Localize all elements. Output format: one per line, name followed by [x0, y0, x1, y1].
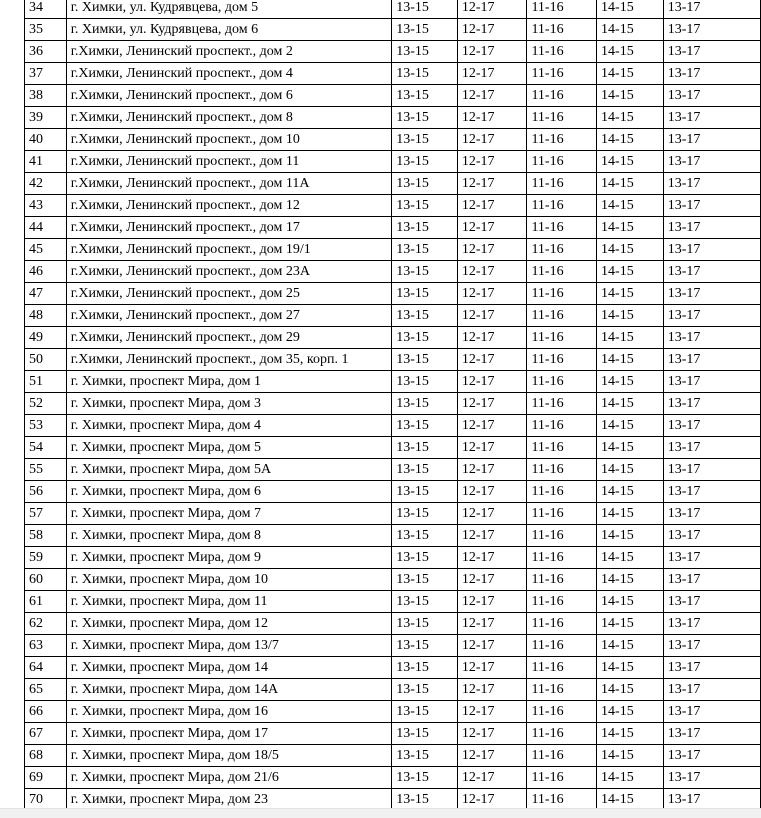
time-range-cell: 13-15: [392, 679, 458, 701]
time-range-cell: 13-17: [663, 591, 760, 613]
row-number-cell: 66: [25, 701, 67, 723]
table-row: [25, 569, 761, 591]
table-row: [25, 0, 761, 19]
time-range-cell: 13-17: [663, 547, 760, 569]
time-range-cell: 13-17: [663, 239, 760, 261]
address-cell: г.Химки, Ленинский проспект., дом 2: [66, 41, 391, 63]
table-row: [25, 415, 761, 437]
row-number-cell: 41: [25, 151, 67, 173]
row-number-cell: 50: [25, 349, 67, 371]
time-range-cell: 14-15: [597, 415, 664, 437]
time-range-cell: 12-17: [457, 85, 527, 107]
time-range-cell: 12-17: [457, 415, 527, 437]
time-range-cell: 11-16: [527, 679, 597, 701]
row-number-cell: 57: [25, 503, 67, 525]
row-number-cell: 70: [25, 789, 67, 811]
address-cell: г. Химки, проспект Мира, дом 16: [66, 701, 391, 723]
time-range-cell: 13-17: [663, 349, 760, 371]
time-range-cell: 12-17: [457, 151, 527, 173]
time-range-cell: 12-17: [457, 657, 527, 679]
time-range-cell: 11-16: [527, 261, 597, 283]
time-range-cell: 14-15: [597, 173, 664, 195]
address-cell: г. Химки, проспект Мира, дом 7: [66, 503, 391, 525]
address-cell: г. Химки, проспект Мира, дом 12: [66, 613, 391, 635]
time-range-cell: 13-17: [663, 525, 760, 547]
time-range-cell: 13-15: [392, 547, 458, 569]
time-range-cell: 11-16: [527, 767, 597, 789]
address-cell: г.Химки, Ленинский проспект., дом 6: [66, 85, 391, 107]
address-cell: г.Химки, Ленинский проспект., дом 11: [66, 151, 391, 173]
address-cell: г.Химки, Ленинский проспект., дом 23А: [66, 261, 391, 283]
time-range-cell: 13-15: [392, 151, 458, 173]
time-range-cell: 13-15: [392, 657, 458, 679]
time-range-cell: 12-17: [457, 547, 527, 569]
address-cell: г. Химки, проспект Мира, дом 21/6: [66, 767, 391, 789]
address-cell: г. Химки, проспект Мира, дом 3: [66, 393, 391, 415]
time-range-cell: 14-15: [597, 723, 664, 745]
time-range-cell: 13-17: [663, 19, 760, 41]
time-range-cell: 14-15: [597, 107, 664, 129]
time-range-cell: 13-15: [392, 613, 458, 635]
table-row: [25, 63, 761, 85]
table-row: [25, 239, 761, 261]
row-number-cell: 51: [25, 371, 67, 393]
row-number-cell: 47: [25, 283, 67, 305]
time-range-cell: 11-16: [527, 635, 597, 657]
time-range-cell: 13-17: [663, 481, 760, 503]
time-range-cell: 14-15: [597, 129, 664, 151]
address-cell: г. Химки, проспект Мира, дом 18/5: [66, 745, 391, 767]
address-cell: г.Химки, Ленинский проспект., дом 10: [66, 129, 391, 151]
time-range-cell: 14-15: [597, 569, 664, 591]
time-range-cell: 13-17: [663, 437, 760, 459]
time-range-cell: 12-17: [457, 371, 527, 393]
time-range-cell: 14-15: [597, 261, 664, 283]
time-range-cell: 11-16: [527, 371, 597, 393]
time-range-cell: 14-15: [597, 85, 664, 107]
time-range-cell: 12-17: [457, 767, 527, 789]
table-row: [25, 437, 761, 459]
row-number-cell: 64: [25, 657, 67, 679]
time-range-cell: 12-17: [457, 305, 527, 327]
time-range-cell: 11-16: [527, 547, 597, 569]
time-range-cell: 12-17: [457, 459, 527, 481]
row-number-cell: 49: [25, 327, 67, 349]
table-row: [25, 701, 761, 723]
time-range-cell: 13-17: [663, 393, 760, 415]
time-range-cell: 12-17: [457, 173, 527, 195]
row-number-cell: 48: [25, 305, 67, 327]
time-range-cell: 12-17: [457, 129, 527, 151]
time-range-cell: 13-15: [392, 349, 458, 371]
table-row: [25, 481, 761, 503]
time-range-cell: 11-16: [527, 217, 597, 239]
time-range-cell: 11-16: [527, 613, 597, 635]
time-range-cell: 13-17: [663, 503, 760, 525]
time-range-cell: 14-15: [597, 0, 664, 19]
time-range-cell: 11-16: [527, 85, 597, 107]
time-range-cell: 14-15: [597, 305, 664, 327]
time-range-cell: 13-17: [663, 217, 760, 239]
row-number-cell: 42: [25, 173, 67, 195]
address-cell: г.Химки, Ленинский проспект., дом 17: [66, 217, 391, 239]
time-range-cell: 11-16: [527, 195, 597, 217]
table-row: [25, 723, 761, 745]
time-range-cell: 13-15: [392, 217, 458, 239]
time-range-cell: 14-15: [597, 525, 664, 547]
table-row: [25, 459, 761, 481]
time-range-cell: 13-15: [392, 789, 458, 811]
time-range-cell: 13-17: [663, 613, 760, 635]
time-range-cell: 13-15: [392, 107, 458, 129]
time-range-cell: 13-17: [663, 657, 760, 679]
row-number-cell: 40: [25, 129, 67, 151]
time-range-cell: 14-15: [597, 481, 664, 503]
time-range-cell: 11-16: [527, 503, 597, 525]
time-range-cell: 11-16: [527, 19, 597, 41]
time-range-cell: 14-15: [597, 657, 664, 679]
row-number-cell: 37: [25, 63, 67, 85]
time-range-cell: 12-17: [457, 107, 527, 129]
time-range-cell: 12-17: [457, 19, 527, 41]
time-range-cell: 13-15: [392, 481, 458, 503]
time-range-cell: 14-15: [597, 789, 664, 811]
table-row: [25, 745, 761, 767]
table-row: [25, 591, 761, 613]
time-range-cell: 11-16: [527, 173, 597, 195]
time-range-cell: 11-16: [527, 349, 597, 371]
table-row: [25, 261, 761, 283]
time-range-cell: 12-17: [457, 283, 527, 305]
schedule-table-body: [25, 0, 761, 811]
row-number-cell: 58: [25, 525, 67, 547]
table-row: [25, 19, 761, 41]
time-range-cell: 11-16: [527, 789, 597, 811]
time-range-cell: 13-17: [663, 635, 760, 657]
time-range-cell: 13-17: [663, 129, 760, 151]
time-range-cell: 12-17: [457, 525, 527, 547]
time-range-cell: 14-15: [597, 459, 664, 481]
time-range-cell: 13-15: [392, 503, 458, 525]
address-cell: г.Химки, Ленинский проспект., дом 12: [66, 195, 391, 217]
time-range-cell: 12-17: [457, 0, 527, 19]
address-cell: г. Химки, проспект Мира, дом 11: [66, 591, 391, 613]
time-range-cell: 12-17: [457, 613, 527, 635]
time-range-cell: 11-16: [527, 415, 597, 437]
time-range-cell: 14-15: [597, 437, 664, 459]
time-range-cell: 13-15: [392, 591, 458, 613]
time-range-cell: 11-16: [527, 327, 597, 349]
time-range-cell: 13-15: [392, 415, 458, 437]
time-range-cell: 13-17: [663, 723, 760, 745]
time-range-cell: 11-16: [527, 63, 597, 85]
time-range-cell: 12-17: [457, 481, 527, 503]
time-range-cell: 14-15: [597, 613, 664, 635]
time-range-cell: 11-16: [527, 701, 597, 723]
time-range-cell: 13-17: [663, 679, 760, 701]
time-range-cell: 13-15: [392, 305, 458, 327]
row-number-cell: 34: [25, 0, 67, 19]
time-range-cell: 14-15: [597, 239, 664, 261]
time-range-cell: 14-15: [597, 371, 664, 393]
table-row: [25, 85, 761, 107]
address-cell: г.Химки, Ленинский проспект., дом 8: [66, 107, 391, 129]
time-range-cell: 13-15: [392, 745, 458, 767]
address-cell: г.Химки, Ленинский проспект., дом 35, корп. 1: [66, 349, 391, 371]
time-range-cell: 11-16: [527, 393, 597, 415]
time-range-cell: 12-17: [457, 261, 527, 283]
table-row: [25, 657, 761, 679]
row-number-cell: 56: [25, 481, 67, 503]
address-cell: г. Химки, проспект Мира, дом 4: [66, 415, 391, 437]
row-number-cell: 54: [25, 437, 67, 459]
row-number-cell: 44: [25, 217, 67, 239]
time-range-cell: 14-15: [597, 547, 664, 569]
time-range-cell: 13-15: [392, 767, 458, 789]
time-range-cell: 12-17: [457, 679, 527, 701]
row-number-cell: 38: [25, 85, 67, 107]
time-range-cell: 14-15: [597, 217, 664, 239]
time-range-cell: 14-15: [597, 635, 664, 657]
time-range-cell: 11-16: [527, 283, 597, 305]
time-range-cell: 13-15: [392, 239, 458, 261]
address-cell: г. Химки, проспект Мира, дом 23: [66, 789, 391, 811]
time-range-cell: 13-17: [663, 569, 760, 591]
table-row: [25, 349, 761, 371]
address-cell: г. Химки, ул. Кудрявцева, дом 5: [66, 0, 391, 19]
table-row: [25, 129, 761, 151]
time-range-cell: 12-17: [457, 41, 527, 63]
time-range-cell: 12-17: [457, 349, 527, 371]
table-row: [25, 327, 761, 349]
time-range-cell: 13-15: [392, 63, 458, 85]
row-number-cell: 53: [25, 415, 67, 437]
time-range-cell: 14-15: [597, 349, 664, 371]
time-range-cell: 11-16: [527, 41, 597, 63]
time-range-cell: 14-15: [597, 503, 664, 525]
time-range-cell: 13-15: [392, 0, 458, 19]
time-range-cell: 13-15: [392, 85, 458, 107]
row-number-cell: 68: [25, 745, 67, 767]
row-number-cell: 65: [25, 679, 67, 701]
time-range-cell: 14-15: [597, 19, 664, 41]
time-range-cell: 12-17: [457, 723, 527, 745]
time-range-cell: 14-15: [597, 701, 664, 723]
address-cell: г. Химки, ул. Кудрявцева, дом 6: [66, 19, 391, 41]
time-range-cell: 13-15: [392, 635, 458, 657]
time-range-cell: 12-17: [457, 701, 527, 723]
address-cell: г.Химки, Ленинский проспект., дом 27: [66, 305, 391, 327]
row-number-cell: 59: [25, 547, 67, 569]
time-range-cell: 13-15: [392, 723, 458, 745]
table-row: [25, 173, 761, 195]
table-row: [25, 679, 761, 701]
address-cell: г. Химки, проспект Мира, дом 17: [66, 723, 391, 745]
time-range-cell: 12-17: [457, 195, 527, 217]
time-range-cell: 11-16: [527, 437, 597, 459]
time-range-cell: 13-17: [663, 151, 760, 173]
time-range-cell: 13-15: [392, 525, 458, 547]
time-range-cell: 12-17: [457, 217, 527, 239]
address-cell: г. Химки, проспект Мира, дом 14А: [66, 679, 391, 701]
time-range-cell: 13-17: [663, 261, 760, 283]
schedule-table-container: [24, 0, 761, 811]
row-number-cell: 43: [25, 195, 67, 217]
address-cell: г. Химки, проспект Мира, дом 9: [66, 547, 391, 569]
row-number-cell: 45: [25, 239, 67, 261]
time-range-cell: 12-17: [457, 63, 527, 85]
time-range-cell: 13-17: [663, 305, 760, 327]
time-range-cell: 12-17: [457, 569, 527, 591]
table-row: [25, 503, 761, 525]
time-range-cell: 13-15: [392, 371, 458, 393]
row-number-cell: 67: [25, 723, 67, 745]
time-range-cell: 13-15: [392, 437, 458, 459]
time-range-cell: 12-17: [457, 591, 527, 613]
time-range-cell: 13-15: [392, 327, 458, 349]
time-range-cell: 13-15: [392, 129, 458, 151]
time-range-cell: 14-15: [597, 591, 664, 613]
table-row: [25, 217, 761, 239]
time-range-cell: 11-16: [527, 151, 597, 173]
row-number-cell: 61: [25, 591, 67, 613]
time-range-cell: 12-17: [457, 437, 527, 459]
time-range-cell: 11-16: [527, 305, 597, 327]
time-range-cell: 13-17: [663, 63, 760, 85]
time-range-cell: 14-15: [597, 393, 664, 415]
table-row: [25, 195, 761, 217]
time-range-cell: 13-15: [392, 41, 458, 63]
row-number-cell: 46: [25, 261, 67, 283]
time-range-cell: 14-15: [597, 679, 664, 701]
time-range-cell: 11-16: [527, 0, 597, 19]
time-range-cell: 11-16: [527, 569, 597, 591]
table-row: [25, 41, 761, 63]
address-cell: г.Химки, Ленинский проспект., дом 25: [66, 283, 391, 305]
time-range-cell: 11-16: [527, 723, 597, 745]
time-range-cell: 13-17: [663, 745, 760, 767]
time-range-cell: 13-17: [663, 415, 760, 437]
time-range-cell: 12-17: [457, 745, 527, 767]
table-row: [25, 283, 761, 305]
address-cell: г. Химки, проспект Мира, дом 13/7: [66, 635, 391, 657]
time-range-cell: 13-15: [392, 393, 458, 415]
time-range-cell: 12-17: [457, 239, 527, 261]
time-range-cell: 11-16: [527, 459, 597, 481]
address-cell: г.Химки, Ленинский проспект., дом 29: [66, 327, 391, 349]
table-row: [25, 151, 761, 173]
time-range-cell: 13-17: [663, 767, 760, 789]
table-row: [25, 525, 761, 547]
address-cell: г. Химки, проспект Мира, дом 6: [66, 481, 391, 503]
time-range-cell: 13-17: [663, 107, 760, 129]
table-row: [25, 767, 761, 789]
time-range-cell: 11-16: [527, 745, 597, 767]
time-range-cell: 13-17: [663, 701, 760, 723]
time-range-cell: 13-15: [392, 19, 458, 41]
row-number-cell: 36: [25, 41, 67, 63]
address-cell: г. Химки, проспект Мира, дом 5А: [66, 459, 391, 481]
time-range-cell: 14-15: [597, 151, 664, 173]
time-range-cell: 14-15: [597, 767, 664, 789]
time-range-cell: 13-17: [663, 85, 760, 107]
time-range-cell: 14-15: [597, 283, 664, 305]
time-range-cell: 14-15: [597, 41, 664, 63]
time-range-cell: 11-16: [527, 129, 597, 151]
time-range-cell: 13-17: [663, 371, 760, 393]
row-number-cell: 52: [25, 393, 67, 415]
address-cell: г. Химки, проспект Мира, дом 1: [66, 371, 391, 393]
time-range-cell: 13-17: [663, 459, 760, 481]
address-cell: г. Химки, проспект Мира, дом 10: [66, 569, 391, 591]
time-range-cell: 12-17: [457, 635, 527, 657]
time-range-cell: 12-17: [457, 327, 527, 349]
time-range-cell: 14-15: [597, 195, 664, 217]
address-cell: г. Химки, проспект Мира, дом 8: [66, 525, 391, 547]
address-cell: г.Химки, Ленинский проспект., дом 4: [66, 63, 391, 85]
time-range-cell: 14-15: [597, 745, 664, 767]
time-range-cell: 13-17: [663, 789, 760, 811]
time-range-cell: 14-15: [597, 327, 664, 349]
time-range-cell: 11-16: [527, 481, 597, 503]
time-range-cell: 13-17: [663, 195, 760, 217]
time-range-cell: 11-16: [527, 591, 597, 613]
table-row: [25, 635, 761, 657]
table-row: [25, 371, 761, 393]
table-row: [25, 305, 761, 327]
time-range-cell: 13-15: [392, 701, 458, 723]
address-cell: г. Химки, проспект Мира, дом 5: [66, 437, 391, 459]
time-range-cell: 12-17: [457, 789, 527, 811]
table-row: [25, 393, 761, 415]
time-range-cell: 13-15: [392, 569, 458, 591]
time-range-cell: 13-17: [663, 0, 760, 19]
time-range-cell: 13-15: [392, 195, 458, 217]
time-range-cell: 13-15: [392, 173, 458, 195]
time-range-cell: 13-17: [663, 41, 760, 63]
row-number-cell: 35: [25, 19, 67, 41]
row-number-cell: 60: [25, 569, 67, 591]
address-cell: г.Химки, Ленинский проспект., дом 11А: [66, 173, 391, 195]
time-range-cell: 13-17: [663, 173, 760, 195]
row-number-cell: 69: [25, 767, 67, 789]
table-row: [25, 613, 761, 635]
table-row: [25, 547, 761, 569]
address-cell: г. Химки, проспект Мира, дом 14: [66, 657, 391, 679]
time-range-cell: 13-15: [392, 283, 458, 305]
address-cell: г.Химки, Ленинский проспект., дом 19/1: [66, 239, 391, 261]
time-range-cell: 14-15: [597, 63, 664, 85]
time-range-cell: 13-15: [392, 261, 458, 283]
schedule-table: [24, 0, 761, 811]
time-range-cell: 13-17: [663, 283, 760, 305]
time-range-cell: 13-17: [663, 327, 760, 349]
row-number-cell: 63: [25, 635, 67, 657]
time-range-cell: 11-16: [527, 525, 597, 547]
time-range-cell: 11-16: [527, 657, 597, 679]
time-range-cell: 12-17: [457, 503, 527, 525]
row-number-cell: 39: [25, 107, 67, 129]
row-number-cell: 55: [25, 459, 67, 481]
time-range-cell: 12-17: [457, 393, 527, 415]
time-range-cell: 13-15: [392, 459, 458, 481]
time-range-cell: 11-16: [527, 239, 597, 261]
row-number-cell: 62: [25, 613, 67, 635]
table-row: [25, 107, 761, 129]
time-range-cell: 11-16: [527, 107, 597, 129]
